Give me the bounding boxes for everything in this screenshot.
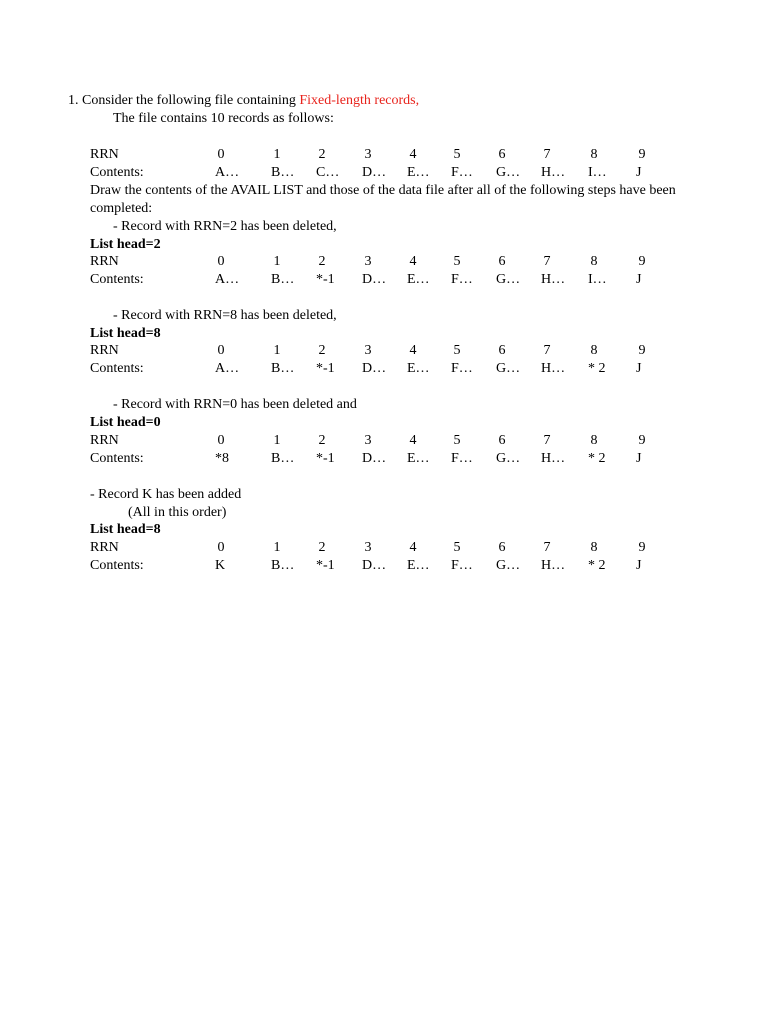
step-2-contents-cell-9: J [636, 361, 642, 376]
step-4-contents-cell-9: J [636, 558, 642, 573]
step-3-contents-cell-2: *-1 [316, 451, 335, 466]
step-4-rrn-cell-6: 6 [498, 540, 506, 555]
step-3-contents-cell-1: B… [271, 451, 295, 466]
step-1-contents-cell-8: I… [588, 272, 607, 287]
step-4-rrn-cell-9: 9 [638, 540, 646, 555]
step-4-description: - Record K has been added [90, 487, 242, 502]
initial-contents-cell-8: I… [588, 165, 607, 180]
step-1-rrn-cell-0: 0 [217, 254, 225, 269]
step-4-rrn-cell-7: 7 [543, 540, 551, 555]
step-2-contents-cell-8: * 2 [588, 361, 606, 376]
step-2-contents-row [90, 360, 750, 378]
initial-rrn-row [90, 146, 750, 164]
step-4-rrn-label: RRN [90, 540, 119, 555]
step-4-rrn-cell-1: 1 [273, 540, 281, 555]
step-2-description: - Record with RRN=8 has been deleted, [113, 308, 337, 323]
step-1-rrn-label: RRN [90, 254, 119, 269]
step-1-contents-cell-0: A… [215, 272, 240, 287]
step-3-contents-label: Contents: [90, 451, 144, 466]
step-2-rrn-cell-8: 8 [590, 343, 598, 358]
initial-contents-cell-7: H… [541, 165, 566, 180]
initial-rrn-cell-7: 7 [543, 147, 551, 162]
question-highlight: Fixed-length records, [299, 93, 420, 108]
step-4-contents-row [90, 557, 750, 575]
step-2-contents-label: Contents: [90, 361, 144, 376]
step-3-contents-cell-6: G… [496, 451, 521, 466]
step-3-rrn-cell-3: 3 [364, 433, 372, 448]
step-3-rrn-label: RRN [90, 433, 119, 448]
step-1-rrn-cell-2: 2 [318, 254, 326, 269]
step-4-contents-cell-5: F… [451, 558, 473, 573]
initial-contents-cell-6: G… [496, 165, 521, 180]
initial-contents-cell-5: F… [451, 165, 473, 180]
step-3-rrn-cell-2: 2 [318, 433, 326, 448]
step-4-rrn-row [90, 539, 750, 557]
initial-contents-row [90, 164, 750, 182]
step-3-contents-cell-8: * 2 [588, 451, 606, 466]
step-3-contents-cell-5: F… [451, 451, 473, 466]
initial-rrn-cell-0: 0 [217, 147, 225, 162]
step-1-rrn-cell-4: 4 [409, 254, 417, 269]
step-1-rrn-cell-6: 6 [498, 254, 506, 269]
instruction-line-2: completed: [90, 201, 153, 216]
initial-rrn-cell-3: 3 [364, 147, 372, 162]
step-4-list-head: List head=8 [90, 522, 161, 537]
initial-contents-label: Contents: [90, 165, 144, 180]
initial-rrn-cell-6: 6 [498, 147, 506, 162]
step-2-contents-cell-7: H… [541, 361, 566, 376]
step-4-contents-cell-8: * 2 [588, 558, 606, 573]
step-4-rrn-cell-8: 8 [590, 540, 598, 555]
step-2-rrn-cell-5: 5 [453, 343, 461, 358]
initial-rrn-label: RRN [90, 147, 119, 162]
initial-rrn-cell-8: 8 [590, 147, 598, 162]
step-3-contents-row [90, 450, 750, 468]
step-1-contents-cell-9: J [636, 272, 642, 287]
step-1-contents-cell-4: E… [407, 272, 430, 287]
step-1-contents-cell-3: D… [362, 272, 387, 287]
step-3-rrn-cell-1: 1 [273, 433, 281, 448]
step-4-contents-cell-4: E… [407, 558, 430, 573]
step-4-contents-label: Contents: [90, 558, 144, 573]
step-1-rrn-cell-3: 3 [364, 254, 372, 269]
step-4-rrn-cell-5: 5 [453, 540, 461, 555]
step-3-rrn-cell-0: 0 [217, 433, 225, 448]
step-3-rrn-cell-8: 8 [590, 433, 598, 448]
step-4-rrn-cell-2: 2 [318, 540, 326, 555]
step-4-note: (All in this order) [128, 505, 227, 520]
step-3-rrn-row [90, 432, 750, 450]
step-3-contents-cell-3: D… [362, 451, 387, 466]
step-3-rrn-cell-5: 5 [453, 433, 461, 448]
step-2-rrn-row [90, 342, 750, 360]
step-4-rrn-cell-4: 4 [409, 540, 417, 555]
step-4-contents-cell-1: B… [271, 558, 295, 573]
step-3-contents-cell-7: H… [541, 451, 566, 466]
step-1-contents-row [90, 271, 750, 289]
step-3-rrn-cell-4: 4 [409, 433, 417, 448]
step-4-rrn-cell-3: 3 [364, 540, 372, 555]
step-1-description: - Record with RRN=2 has been deleted, [113, 219, 337, 234]
step-3-rrn-cell-6: 6 [498, 433, 506, 448]
step-1-rrn-cell-8: 8 [590, 254, 598, 269]
step-3-list-head: List head=0 [90, 415, 161, 430]
step-3-contents-cell-4: E… [407, 451, 430, 466]
initial-rrn-cell-4: 4 [409, 147, 417, 162]
step-1-contents-label: Contents: [90, 272, 144, 287]
step-2-contents-cell-4: E… [407, 361, 430, 376]
step-3-rrn-cell-9: 9 [638, 433, 646, 448]
step-2-rrn-cell-3: 3 [364, 343, 372, 358]
step-1-contents-cell-5: F… [451, 272, 473, 287]
step-4-contents-cell-7: H… [541, 558, 566, 573]
step-4-contents-cell-2: *-1 [316, 558, 335, 573]
question-heading [68, 92, 419, 110]
step-1-contents-cell-1: B… [271, 272, 295, 287]
step-2-list-head: List head=8 [90, 326, 161, 341]
initial-contents-cell-0: A… [215, 165, 240, 180]
step-1-contents-cell-2: *-1 [316, 272, 335, 287]
step-1-rrn-cell-5: 5 [453, 254, 461, 269]
step-3-description: - Record with RRN=0 has been deleted and [113, 397, 357, 412]
step-1-contents-cell-7: H… [541, 272, 566, 287]
step-1-rrn-cell-7: 7 [543, 254, 551, 269]
step-2-rrn-cell-0: 0 [217, 343, 225, 358]
step-2-contents-cell-5: F… [451, 361, 473, 376]
step-1-list-head: List head=2 [90, 237, 161, 252]
step-2-rrn-cell-7: 7 [543, 343, 551, 358]
step-3-contents-cell-9: J [636, 451, 642, 466]
step-2-rrn-cell-9: 9 [638, 343, 646, 358]
initial-rrn-cell-9: 9 [638, 147, 646, 162]
step-2-contents-cell-3: D… [362, 361, 387, 376]
step-2-rrn-cell-1: 1 [273, 343, 281, 358]
step-2-contents-cell-1: B… [271, 361, 295, 376]
step-2-contents-cell-0: A… [215, 361, 240, 376]
step-1-rrn-cell-9: 9 [638, 254, 646, 269]
question-prefix: 1. Consider the following file containing [68, 93, 300, 108]
step-2-rrn-label: RRN [90, 343, 119, 358]
initial-contents-cell-4: E… [407, 165, 430, 180]
question-subline: The file contains 10 records as follows: [113, 111, 334, 126]
step-4-contents-cell-6: G… [496, 558, 521, 573]
initial-rrn-cell-2: 2 [318, 147, 326, 162]
step-4-contents-cell-3: D… [362, 558, 387, 573]
step-1-rrn-row [90, 253, 750, 271]
step-2-rrn-cell-6: 6 [498, 343, 506, 358]
step-1-rrn-cell-1: 1 [273, 254, 281, 269]
step-2-contents-cell-6: G… [496, 361, 521, 376]
initial-rrn-cell-1: 1 [273, 147, 281, 162]
step-2-rrn-cell-2: 2 [318, 343, 326, 358]
step-2-rrn-cell-4: 4 [409, 343, 417, 358]
step-3-contents-cell-0: *8 [215, 451, 229, 466]
instruction-line-1: Draw the contents of the AVAIL LIST and those of the data file after all of the following steps have been [90, 183, 676, 198]
initial-contents-cell-2: C… [316, 165, 340, 180]
step-4-rrn-cell-0: 0 [217, 540, 225, 555]
step-4-contents-cell-0: K [215, 558, 226, 573]
initial-contents-cell-3: D… [362, 165, 387, 180]
step-1-contents-cell-6: G… [496, 272, 521, 287]
initial-contents-cell-9: J [636, 165, 642, 180]
initial-contents-cell-1: B… [271, 165, 295, 180]
step-3-rrn-cell-7: 7 [543, 433, 551, 448]
step-2-contents-cell-2: *-1 [316, 361, 335, 376]
initial-rrn-cell-5: 5 [453, 147, 461, 162]
